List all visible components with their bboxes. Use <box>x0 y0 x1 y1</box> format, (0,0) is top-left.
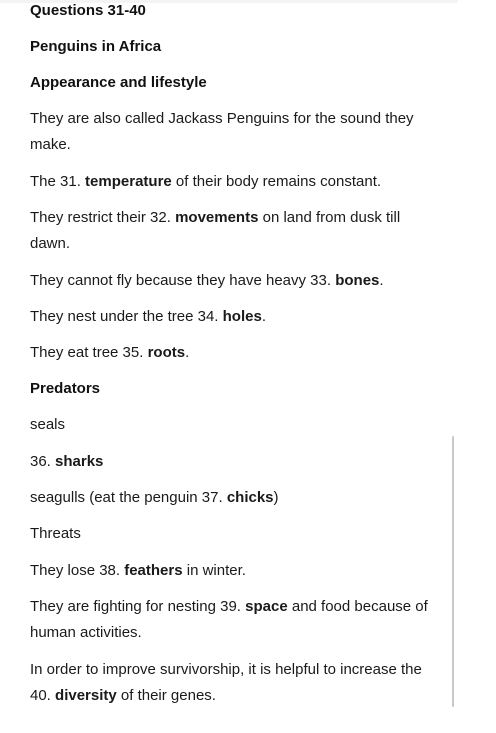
question-40-suffix: of their genes. <box>116 687 216 704</box>
answer-37: chicks <box>226 489 274 506</box>
question-36 <box>30 449 450 475</box>
answer-38: feathers <box>124 562 183 579</box>
questions-heading: Questions 31-40 <box>30 2 146 19</box>
question-39-suffix: and food because of human activities. <box>30 598 428 641</box>
question-33 <box>30 268 450 294</box>
question-37-suffix: ) <box>273 489 279 506</box>
answer-39: space <box>245 598 288 615</box>
question-35 <box>30 340 450 366</box>
question-40 <box>30 657 440 709</box>
question-34-prefix: They nest under the tree 34. <box>30 308 223 325</box>
question-39 <box>30 594 450 646</box>
answer-31: temperature <box>85 173 172 190</box>
answer-36: sharks <box>55 453 104 470</box>
question-35-prefix: They eat tree 35. <box>30 344 148 361</box>
section-heading-appearance: Appearance and lifestyle <box>30 74 207 91</box>
vertical-scrollbar[interactable] <box>452 436 454 707</box>
question-33-prefix: They cannot fly because they have heavy 33. <box>30 272 336 289</box>
question-38-prefix: They lose 38. <box>30 562 125 579</box>
question-31-suffix: of their body remains constant. <box>171 173 382 190</box>
page-title: Penguins in Africa <box>30 38 162 55</box>
question-31 <box>30 169 450 195</box>
question-32-prefix: They restrict their 32. <box>30 209 176 226</box>
question-34-suffix: . <box>261 308 266 325</box>
answer-34: holes <box>222 308 262 325</box>
question-37-prefix: seagulls (eat the penguin 37. <box>30 489 227 506</box>
question-38-suffix: in winter. <box>182 562 246 579</box>
section-heading-threats: Threats <box>30 525 81 542</box>
question-35-suffix: . <box>185 344 190 361</box>
section-heading-predators: Predators <box>30 380 101 397</box>
question-37 <box>30 485 450 511</box>
question-33-suffix: . <box>379 272 384 289</box>
question-32 <box>30 205 425 257</box>
predator-seals: seals <box>30 416 66 433</box>
question-32-suffix: on land from dusk till dawn. <box>30 209 401 252</box>
question-34 <box>30 304 450 330</box>
question-38 <box>30 558 450 584</box>
question-40-prefix: In order to improve survivorship, it is helpful to increase the 40. <box>30 661 422 704</box>
answer-40: diversity <box>55 687 117 704</box>
question-36-prefix: 36. <box>30 453 56 470</box>
answer-33: bones <box>335 272 380 289</box>
answer-32: movements <box>175 209 259 226</box>
question-39-prefix: They are fighting for nesting 39. <box>30 598 246 615</box>
intro-text: They are also called Jackass Penguins for the sound they make. <box>30 110 414 153</box>
question-31-prefix: The 31. <box>30 173 86 190</box>
answer-35: roots <box>147 344 186 361</box>
